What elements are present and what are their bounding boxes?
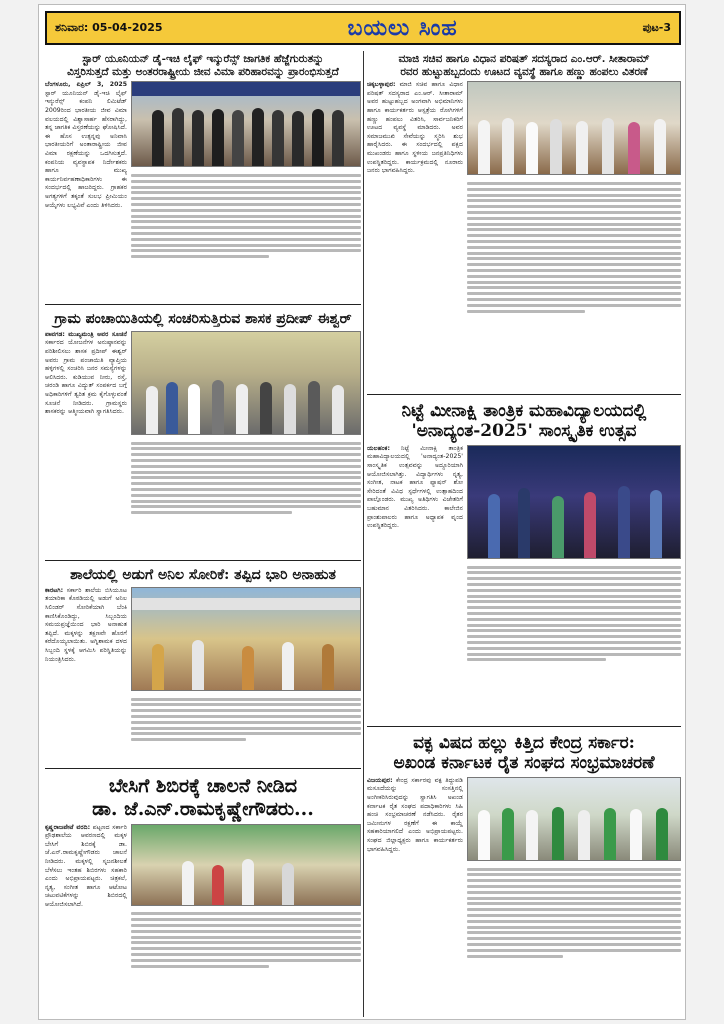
body-text: ಪಟ್ಟಣದ ಸರ್ಕಾರಿ ಪ್ರೌಢಶಾಲೆಯ ಆವರಣದಲ್ಲಿ ಮಕ್ಕಳ ಬೇಸಿಗೆ ಶಿಬಿರಕ್ಕೆ ಡಾ. ಜೆ.ಎನ್.ರಾಮಕೃಷ್ಣೇಗೌಡರು ಚಾಲನೆ ನೀಡಿದರು. ಮಕ್ಕಳಲ್ಲಿ ಸೃಜನಶೀಲತೆ ಬೆಳೆಸಲು ಇಂತಹ ಶಿಬಿರಗಳು ಸಹಕಾರಿ ಎಂದು ಅಭಿಪ್ರಾಯಪಟ್ಟರು. ಚಿತ್ರಕಲೆ, ನೃತ್ಯ, ಸಂಗೀತ ಹಾಗೂ ಆಟೋಟ ಚಟುವಟಿಕೆಗಳನ್ನು ಶಿಬಿರದಲ್ಲಿ ಆಯೋಜಿಸಲಾಗಿದೆ. [45, 823, 127, 908]
article-photo [131, 824, 361, 906]
article-summer-camp [45, 773, 361, 1017]
headline-line: ಅಖಂಡ ಕರ್ನಾಟಕ ರೈತ ಸಂಘದ ಸಂಭ್ರಮಾಚರಣೆ [393, 753, 655, 774]
article-star-union [45, 51, 361, 305]
article-text-continuation [131, 167, 361, 258]
headline-line: ವಿಸ್ತರಿಸುತ್ತದೆ ಮತ್ತು ಅಂತರರಾಷ್ಟ್ರೀಯ ಜೀವ ವಿಮಾ ಪರಿಹಾರವನ್ನು ಪ್ರಾರಂಭಿಸುತ್ತದೆ [67, 65, 339, 78]
article-photo [131, 331, 361, 435]
headline-line: ಡಾ. ಜೆ.ಎನ್.ರಾಮಕೃಷ್ಣೇಗೌಡರು... [92, 797, 314, 820]
dateline: ಬೆಂಗಳೂರು, ಏಪ್ರಿಲ್ 3, 2025 [45, 81, 127, 89]
article-photo [467, 445, 681, 559]
body-text: ಸರ್ಕಾರಿ ಶಾಲೆಯ ಬಿಸಿಯೂಟ ತಯಾರಿಕಾ ಕೊಠಡಿಯಲ್ಲಿ ಅಡುಗೆ ಅನಿಲ ಸಿಲಿಂಡರ್ ಸೋರಿಕೆಯಾಗಿ ಬೆಂಕಿ ಕಾಣಿಸಿಕೊಂಡಿದ್ದು, ಸಿಬ್ಬಂದಿಯ ಸಮಯಪ್ರಜ್ಞೆಯಿಂದ ಭಾರಿ ಅನಾಹುತ ತಪ್ಪಿದೆ. ಮಕ್ಕಳನ್ನು ತಕ್ಷಣವೇ ಹೊರಗೆ ಕರೆದೊಯ್ಯಲಾಯಿತು. ಅಗ್ನಿಶಾಮಕ ದಳದ ಸಿಬ್ಬಂದಿ ಸ್ಥಳಕ್ಕೆ ಆಗಮಿಸಿ ಪರಿಸ್ಥಿತಿಯನ್ನು ನಿಯಂತ್ರಿಸಿದರು. [45, 586, 127, 663]
article-text-continuation [467, 559, 681, 662]
body-text: ಸ್ಟಾರ್ ಯೂನಿಯನ್ ಡೈ-ಇಚಿ ಲೈಫ್ ಇನ್ಶುರೆನ್ಸ್ ಕಂಪನಿ ಲಿಮಿಟೆಡ್ 2009ರಿಂದ ಭಾರತೀಯ ಜೀವ ವಿಮಾ ವಲಯದಲ್ಲಿ ವಿಶ್ವಾಸಾರ್ಹ ಹೆಸರಾಗಿದ್ದು, ತನ್ನ ಜಾಗತಿಕ ವಿಸ್ತರಣೆಯನ್ನು ಘೋಷಿಸಿದೆ. ಈ ಹೊಸ ಉತ್ಪನ್ನವು ಅನಿವಾಸಿ ಭಾರತೀಯರಿಗೆ ಅಂತಾರಾಷ್ಟ್ರೀಯ ಜೀವ ವಿಮಾ ರಕ್ಷಣೆಯನ್ನು ಒದಗಿಸುತ್ತದೆ. ಕಂಪನಿಯ ವ್ಯವಸ್ಥಾಪಕ ನಿರ್ದೇಶಕರು ಹಾಗೂ ಮುಖ್ಯ ಕಾರ್ಯನಿರ್ವಹಣಾಧಿಕಾರಿಗಳು ಈ ಸಂದರ್ಭದಲ್ಲಿ ಹಾಜರಿದ್ದರು. ಗ್ರಾಹಕರ ಅಗತ್ಯಗಳಿಗೆ ತಕ್ಕಂತೆ ಸುಲಭ ಪ್ರೀಮಿಯಂ ಆಯ್ಕೆಗಳು ಲಭ್ಯವಿವೆ ಎಂದು ತಿಳಿಸಿದರು. [45, 89, 127, 209]
headline-line: ನಿಟ್ಟೆ ಮೀನಾಕ್ಷಿ ತಾಂತ್ರಿಕ ಮಹಾವಿದ್ಯಾಲಯದಲ್ಲಿ [401, 401, 647, 421]
article-sitaram-birthday [367, 51, 681, 395]
body-text: ನಿಟ್ಟೆ ಮೀನಾಕ್ಷಿ ತಾಂತ್ರಿಕ ಮಹಾವಿದ್ಯಾಲಯದಲ್ಲಿ 'ಅನಾದ್ಯಂತ-2025' ಸಾಂಸ್ಕೃತಿಕ ಉತ್ಸವವನ್ನು ಅದ್ದೂರಿಯಾಗಿ ಆಯೋಜಿಸಲಾಗಿತ್ತು. ವಿದ್ಯಾರ್ಥಿಗಳು ನೃತ್ಯ, ಸಂಗೀತ, ನಾಟಕ ಹಾಗೂ ಫ್ಯಾಷನ್ ಶೋ ಸೇರಿದಂತೆ ವಿವಿಧ ಸ್ಪರ್ಧೆಗಳಲ್ಲಿ ಉತ್ಸಾಹದಿಂದ ಪಾಲ್ಗೊಂಡರು. ಮುಖ್ಯ ಅತಿಥಿಗಳು ವಿಜೇತರಿಗೆ ಬಹುಮಾನ ವಿತರಿಸಿದರು. ಕಾಲೇಜಿನ ಪ್ರಾಂಶುಪಾಲರು ಹಾಗೂ ಅಧ್ಯಾಪಕ ವೃಂದ ಉಪಸ್ಥಿತರಿದ್ದರು. [367, 444, 463, 530]
article-photo [131, 587, 361, 691]
article-nitte-fest [367, 399, 681, 727]
article-gram-panchayat [45, 309, 361, 561]
dateline: ಕಾರಟಗಿ: [45, 586, 64, 594]
article-photo [467, 777, 681, 861]
dateline: ಯಲಹಂಕ: [367, 444, 390, 452]
article-headline [367, 731, 681, 777]
article-text-continuation [467, 861, 681, 958]
article-headline [367, 51, 681, 81]
article-photo [131, 81, 361, 167]
article-text-continuation [131, 906, 361, 968]
article-body [45, 331, 127, 551]
article-school-cylinder [45, 565, 361, 769]
article-body [367, 445, 463, 721]
headline-line: ಸ್ಟಾರ್ ಯೂನಿಯನ್ ಡೈ-ಇಚಿ ಲೈಫ್ ಇನ್ಶುರೆನ್ಸ್ ಜಾಗತಿಕ ಹೆಜ್ಜೆಗುರುತನ್ನು [82, 53, 324, 65]
page-number: ಪುಟ-3 [642, 21, 671, 34]
left-column [45, 51, 361, 1017]
headline-line: ಬೇಸಿಗೆ ಶಿಬಿರಕ್ಕೆ ಚಾಲನೆ ನೀಡಿದ [108, 775, 298, 797]
article-text-continuation [131, 435, 361, 514]
issue-date: ಶನಿವಾರ: 05-04-2025 [55, 21, 163, 34]
article-waqf-bill [367, 731, 681, 1017]
newspaper-page [38, 4, 686, 1020]
article-body [45, 587, 127, 763]
article-body [367, 81, 463, 381]
dateline: ವಿಜಯಪುರ: [367, 776, 393, 784]
article-body [45, 824, 127, 1004]
article-headline [45, 51, 361, 81]
newspaper-title: ಬಯಲು ಸಿಂಹ [347, 15, 458, 41]
headline-line: ವಕ್ಫ ವಿಷದ ಹಲ್ಲು ಕಿತ್ತಿದ ಕೇಂದ್ರ ಸರ್ಕಾರ: [413, 733, 635, 753]
article-headline [367, 399, 681, 445]
headline-line: 'ಅನಾದ್ಯಂತ-2025' ಸಾಂಸ್ಕೃತಿಕ ಉತ್ಸವ [411, 421, 637, 442]
article-text-continuation [467, 175, 681, 312]
masthead [45, 11, 681, 45]
column-divider [363, 51, 364, 1017]
dateline: ಚಿಕ್ಕಬಳ್ಳಾಪುರ: [367, 81, 396, 89]
dateline: ಕೃಷ್ಣರಾಜಪೇಟೆ ವರದಿ: [45, 823, 91, 831]
body-text: ಕೇಂದ್ರ ಸರ್ಕಾರವು ವಕ್ಫ ತಿದ್ದುಪಡಿ ಮಸೂದೆಯನ್ನು ಸಂಸತ್ತಿನಲ್ಲಿ ಅಂಗೀಕರಿಸಿರುವುದನ್ನು ಸ್ವಾಗತಿಸಿ ಅಖಂಡ ಕರ್ನಾಟಕ ರೈತ ಸಂಘದ ಪದಾಧಿಕಾರಿಗಳು ಸಿಹಿ ಹಂಚಿ ಸಂಭ್ರಮಾಚರಣೆ ನಡೆಸಿದರು. ರೈತರ ಜಮೀನುಗಳ ರಕ್ಷಣೆಗೆ ಈ ಕಾಯ್ದೆ ಸಹಕಾರಿಯಾಗಲಿದೆ ಎಂದು ಅಭಿಪ್ರಾಯಪಟ್ಟರು. ಸಂಘದ ಜಿಲ್ಲಾಧ್ಯಕ್ಷರು ಹಾಗೂ ಕಾರ್ಯಕರ್ತರು ಭಾಗವಹಿಸಿದ್ದರು. [367, 776, 463, 853]
body-text: ಸರ್ಕಾರದ ಯೋಜನೆಗಳ ಅನುಷ್ಠಾನವನ್ನು ಪರಿಶೀಲಿಸಲು ಶಾಸಕ ಪ್ರದೀಪ್ ಈಶ್ವರ್ ಅವರು ಗ್ರಾಮ ಪಂಚಾಯಿತಿ ವ್ಯಾಪ್ತಿಯ ಹಳ್ಳಿಗಳಲ್ಲಿ ಸಂಚರಿಸಿ ಜನರ ಸಮಸ್ಯೆಗಳನ್ನು ಆಲಿಸಿದರು. ಕುಡಿಯುವ ನೀರು, ರಸ್ತೆ, ಚರಂಡಿ ಹಾಗೂ ವಿದ್ಯುತ್ ಸಂಪರ್ಕದ ಬಗ್ಗೆ ಅಧಿಕಾರಿಗಳಿಗೆ ತ್ವರಿತ ಕ್ರಮ ಕೈಗೊಳ್ಳುವಂತೆ ಸೂಚನೆ ನೀಡಿದರು. ಗ್ರಾಮಸ್ಥರು ಶಾಸಕರನ್ನು ಆತ್ಮೀಯವಾಗಿ ಸ್ವಾಗತಿಸಿದರು. [45, 339, 127, 416]
article-photo [467, 81, 681, 175]
article-body [45, 81, 127, 291]
body-text: ಮಾಜಿ ಸಚಿವ ಹಾಗೂ ವಿಧಾನ ಪರಿಷತ್ ಸದಸ್ಯರಾದ ಎಂ.ಆರ್. ಸೀತಾರಾಮ್ ಅವರ ಹುಟ್ಟುಹಬ್ಬದ ಅಂಗವಾಗಿ ಅಭಿಮಾನಿಗಳು ಹಾಗೂ ಕಾರ್ಯಕರ್ತರು ಆಸ್ಪತ್ರೆಯ ರೋಗಿಗಳಿಗೆ ಹಣ್ಣು ಹಂಪಲು ವಿತರಿಸಿ, ಸಾರ್ವಜನಿಕರಿಗೆ ಊಟದ ವ್ಯವಸ್ಥೆ ಮಾಡಿದರು. ಅವರ ಸಮಾಜಮುಖಿ ಸೇವೆಯನ್ನು ಸ್ಮರಿಸಿ ಶುಭ ಹಾರೈಸಿದರು. ಈ ಸಂದರ್ಭದಲ್ಲಿ ಪಕ್ಷದ ಮುಖಂಡರು ಹಾಗೂ ಸ್ಥಳೀಯ ಜನಪ್ರತಿನಿಧಿಗಳು ಉಪಸ್ಥಿತರಿದ್ದರು. ಕಾರ್ಯಕ್ರಮದಲ್ಲಿ ನೂರಾರು ಜನರು ಭಾಗವಹಿಸಿದ್ದರು. [367, 81, 463, 175]
dateline: ಪಾವಗಡ: ಮುಖ್ಯಮಂತ್ರಿ ಅವರ ಸೂಚನೆ [45, 330, 127, 338]
right-column [367, 51, 681, 1017]
headline-line: ರವರ ಹುಟ್ಟುಹಬ್ಬದಂದು ಊಟದ ವ್ಯವಸ್ಥೆ ಹಾಗೂ ಹಣ್ಣು ಹಂಪಲು ವಿತರಣೆ [400, 65, 648, 78]
article-text-continuation [131, 691, 361, 741]
article-headline: ಶಾಲೆಯಲ್ಲಿ ಅಡುಗೆ ಅನಿಲ ಸೋರಿಕೆ: ತಪ್ಪಿದ ಭಾರಿ ಅನಾಹುತ [70, 567, 336, 583]
article-headline: ಗ್ರಾಮ ಪಂಚಾಯಿತಿಯಲ್ಲಿ ಸಂಚರಿಸುತ್ತಿರುವ ಶಾಸಕ ಪ್ರದೀಪ್ ಈಶ್ವರ್ [54, 311, 352, 327]
article-headline [45, 773, 361, 824]
headline-line: ಮಾಜಿ ಸಚಿವ ಹಾಗೂ ವಿಧಾನ ಪರಿಷತ್ ಸದಸ್ಯರಾದ ಎಂ.ಆರ್. ಸೀತಾರಾಮ್ [398, 53, 650, 65]
article-body [367, 777, 463, 1013]
